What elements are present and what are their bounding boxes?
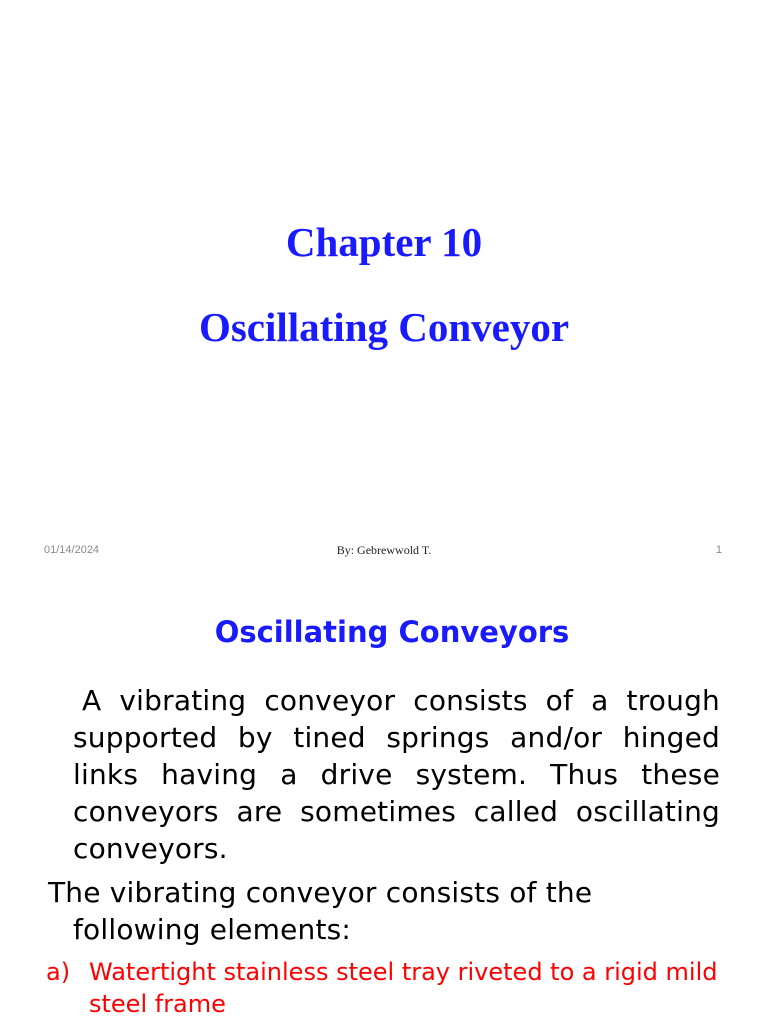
intro-paragraph-text: A vibrating conveyor consists of a trough supported by tined springs and/or hinged links having a drive system. Thus these conveyors are sometimes called oscillating conveyors. (73, 684, 720, 865)
intro-paragraph (73, 682, 720, 867)
footer-author: By: Gebrewwold T. (336, 543, 432, 557)
list-item-text: Watertight stainless steel tray riveted to a rigid mild steel frame (89, 958, 718, 1018)
slide-title: Oscillating Conveyor (198, 304, 570, 350)
elements-paragraph (48, 874, 720, 948)
footer-page-number: 1 (715, 544, 722, 556)
list-item (46, 956, 722, 1020)
elements-paragraph-continuation: following elements: (73, 913, 352, 946)
chapter-title: Chapter 10 (285, 219, 483, 265)
elements-paragraph-first-line: The vibrating conveyor consists of the (48, 876, 593, 909)
slide-heading: Oscillating Conveyors (214, 615, 570, 649)
content-slide (0, 576, 768, 1024)
list-item-marker: a) (46, 958, 71, 986)
footer-date: 01/14/2024 (44, 544, 100, 556)
